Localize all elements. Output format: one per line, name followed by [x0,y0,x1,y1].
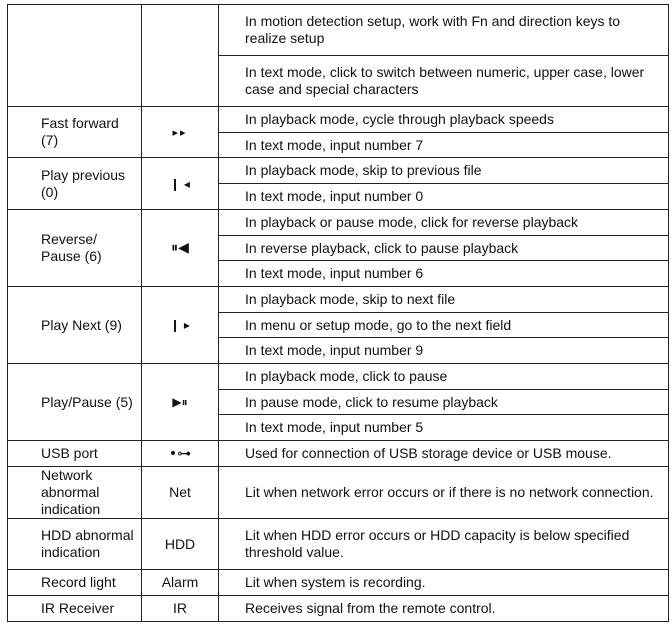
table-row [8,107,669,133]
function-description: In menu or setup mode, go to the next field [219,313,669,338]
function-description: In text mode, input number 9 [219,338,669,364]
indicator-label: HDD [142,519,219,570]
table-row [8,441,669,467]
function-description: Receives signal from the remote control. [219,596,669,622]
button-name: HDD abnormal indication [8,519,142,570]
function-description: Lit when network error occurs or if there is no network connection. [219,467,669,519]
function-description: Lit when system is recording. [219,570,669,596]
table-row [8,519,669,570]
reverse-pause-icon: ⏸◀ [171,240,189,256]
button-name-cell [8,5,142,107]
table-row [8,596,669,622]
indicator-label: IR [142,596,219,622]
function-description: In playback mode, click to pause [219,364,669,390]
play-pause-icon: ▶⏸ [172,395,188,409]
table-row [8,158,669,184]
play-previous-icon: ❙ ◂ [170,176,190,191]
button-name: Play/Pause (5) [8,364,142,441]
table-row [8,467,669,519]
button-name: USB port [8,441,142,467]
button-symbol-cell [142,5,219,107]
table-row [8,364,669,390]
button-name: Play Next (9) [8,287,142,364]
function-description: In motion detection setup, work with Fn and direction keys to realize setup [219,5,669,56]
function-description: In text mode, input number 6 [219,261,669,287]
indicator-label: Net [142,467,219,519]
function-description: In playback mode, skip to next file [219,287,669,313]
table-row [8,210,669,236]
function-description: In playback mode, cycle through playback speeds [219,107,669,133]
function-description: In text mode, input number 5 [219,415,669,441]
button-function-table [7,4,669,622]
button-name: Reverse/ Pause (6) [8,210,142,287]
function-description: In text mode, input number 7 [219,133,669,158]
function-description: In pause mode, click to resume playback [219,390,669,415]
function-description: In reverse playback, click to pause playback [219,236,669,261]
function-description: Lit when HDD error occurs or HDD capacity is below specified threshold value. [219,519,669,570]
table-row [8,570,669,596]
button-name: Fast forward (7) [8,107,142,158]
table-row [8,5,669,56]
indicator-label: Alarm [142,570,219,596]
function-description: In playback mode, skip to previous file [219,158,669,184]
function-description: Used for connection of USB storage device or USB mouse. [219,441,669,467]
function-description: In text mode, input number 0 [219,184,669,210]
button-name: Record light [8,570,142,596]
table-row [8,287,669,313]
usb-icon: •⊶ [168,445,192,462]
button-name: IR Receiver [8,596,142,622]
function-description: In playback or pause mode, click for reverse playback [219,210,669,236]
fast-forward-icon: ▸▸ [172,126,188,139]
button-name: Play previous (0) [8,158,142,210]
function-description: In text mode, click to switch between numeric, upper case, lower case and special characters [219,56,669,107]
button-name: Network abnormal indication [8,467,142,519]
play-next-icon: ❙ ▸ [170,318,190,332]
